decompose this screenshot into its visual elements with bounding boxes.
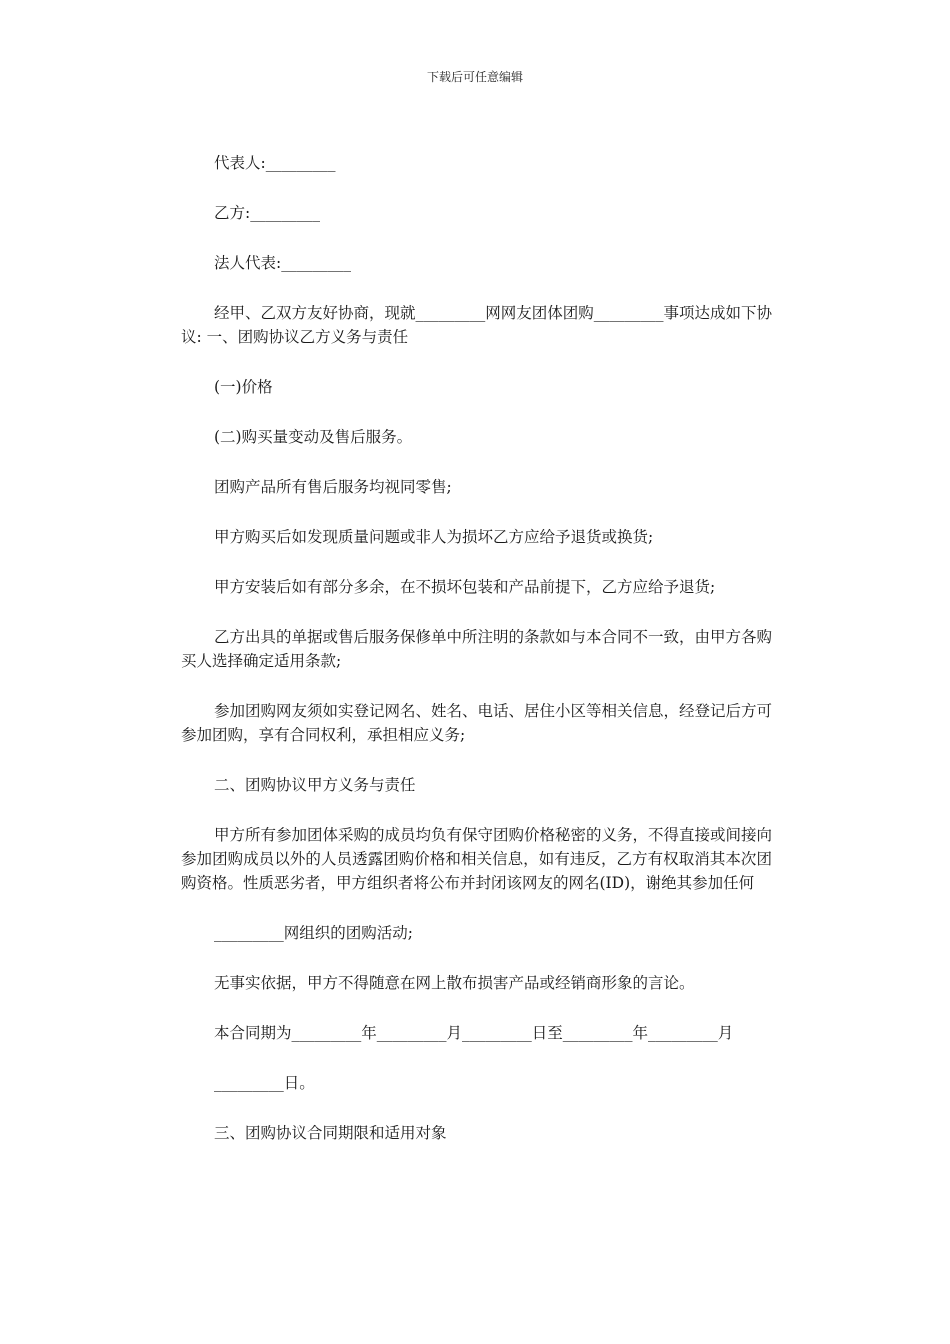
- paragraph-representative: 代表人:_________: [214, 154, 336, 172]
- paragraph-quantity-aftersales: (二)购买量变动及售后服务。: [214, 428, 413, 446]
- paragraph-group-activity: _________网组织的团购活动;: [214, 924, 413, 942]
- section-heading-party-a: 二、团购协议甲方义务与责任: [214, 776, 416, 794]
- page-header-note: 下载后可任意编辑: [426, 70, 523, 84]
- paragraph-price: (一)价格: [214, 378, 273, 396]
- paragraph-contract-end-day: _________日。: [214, 1074, 315, 1092]
- paragraph-agreement-intro: 经甲、乙双方友好协商，现就_________网网友团体团购_________事项达成如下协议: 一、团购协议乙方义务与责任: [181, 304, 773, 346]
- paragraph-registration: 参加团购网友须如实登记网名、姓名、电话、居住小区等相关信息，经登记后方可参加团购，享有合同权利，承担相应义务;: [181, 702, 773, 744]
- paragraph-surplus-return: 甲方安装后如有部分多余，在不损坏包装和产品前提下，乙方应给予退货;: [214, 578, 716, 596]
- paragraph-contract-period: 本合同期为_________年_________月_________日至_________年_________月: [214, 1024, 734, 1042]
- paragraph-party-b: 乙方:_________: [214, 204, 320, 222]
- document-body: [181, 151, 772, 1171]
- paragraph-confidentiality: 甲方所有参加团体采购的成员均负有保守团购价格秘密的义务，不得直接或间接向参加团购成员以外的人员透露团购价格和相关信息，如有违反，乙方有权取消其本次团购资格。性质恶劣者，甲方组织者将公布并封闭该网友的网名(ID)，谢绝其参加任何: [181, 826, 773, 892]
- paragraph-legal-representative: 法人代表:_________: [214, 254, 351, 272]
- paragraph-terms-conflict: 乙方出具的单据或售后服务保修单中所注明的条款如与本合同不一致，由甲方各购买人选择确定适用条款;: [181, 628, 773, 670]
- section-heading-term-scope: 三、团购协议合同期限和适用对象: [214, 1124, 447, 1142]
- paragraph-aftersales-retail: 团购产品所有售后服务均视同零售;: [214, 478, 452, 496]
- paragraph-no-defamation: 无事实依据，甲方不得随意在网上散布损害产品或经销商形象的言论。: [214, 974, 695, 992]
- paragraph-quality-return: 甲方购买后如发现质量问题或非人为损坏乙方应给予退货或换货;: [214, 528, 654, 546]
